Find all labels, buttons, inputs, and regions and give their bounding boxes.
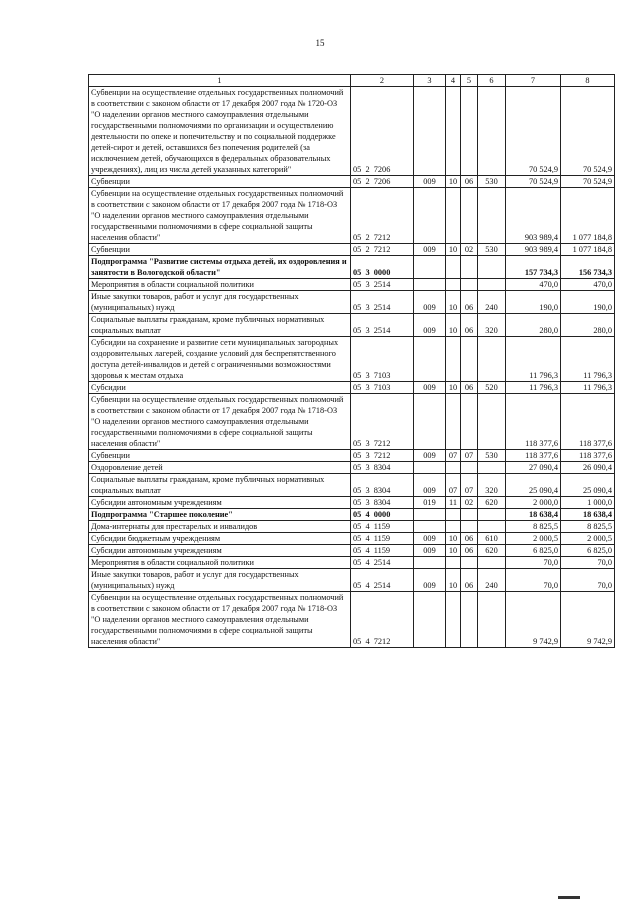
subsection-code: 07 (461, 450, 478, 462)
section-code: 10 (446, 533, 461, 545)
subsection-code: 02 (461, 497, 478, 509)
amount-year-2: 470,0 (561, 279, 615, 291)
subsection-code (461, 521, 478, 533)
subsection-code (461, 462, 478, 474)
ministry-code: 009 (414, 244, 446, 256)
amount-year-1: 11 796,3 (506, 337, 561, 382)
row-name: Субвенции (89, 176, 351, 188)
expense-type-code: 320 (478, 314, 506, 337)
amount-year-1: 70 524,9 (506, 176, 561, 188)
expense-type-code (478, 509, 506, 521)
subsection-code: 07 (461, 474, 478, 497)
column-header-6: 6 (478, 75, 506, 87)
amount-year-1: 2 000,5 (506, 533, 561, 545)
row-name: Субвенции на осуществление отдельных государственных полномочий в соответствии с законом области от 17 декабря 2007 года № 1720-ОЗ "О наделении органов местного самоуправления отдельными государственными полномочиями по организации и осуществлению деятельности по опеке и попечительству и по социальной поддержке детей-сирот и детей, оставшихся без попечения родителей (за исключением детей, обучающихся в федеральных образовательных учреждениях), лиц из числа детей указанных категорий" (89, 87, 351, 176)
scan-mark (558, 896, 580, 899)
amount-year-2: 25 090,4 (561, 474, 615, 497)
amount-year-2: 118 377,6 (561, 394, 615, 450)
ministry-code (414, 87, 446, 176)
amount-year-1: 190,0 (506, 291, 561, 314)
table-body (89, 87, 615, 648)
ministry-code: 009 (414, 314, 446, 337)
section-code: 07 (446, 450, 461, 462)
subsection-code (461, 87, 478, 176)
target-article-code: 05 4 1159 (351, 533, 414, 545)
section-code (446, 592, 461, 648)
section-code (446, 256, 461, 279)
ministry-code: 009 (414, 569, 446, 592)
target-article-code: 05 4 7212 (351, 592, 414, 648)
expense-type-code: 240 (478, 291, 506, 314)
section-code: 10 (446, 314, 461, 337)
section-code (446, 188, 461, 244)
amount-year-1: 2 000,0 (506, 497, 561, 509)
section-code: 10 (446, 176, 461, 188)
amount-year-2: 118 377,6 (561, 450, 615, 462)
amount-year-2: 1 000,0 (561, 497, 615, 509)
table-row (89, 450, 615, 462)
target-article-code: 05 2 7206 (351, 176, 414, 188)
expense-type-code: 320 (478, 474, 506, 497)
table-row (89, 279, 615, 291)
amount-year-1: 18 638,4 (506, 509, 561, 521)
amount-year-2: 70,0 (561, 569, 615, 592)
table-row (89, 382, 615, 394)
amount-year-1: 70 524,9 (506, 87, 561, 176)
subsection-code: 06 (461, 291, 478, 314)
subsection-code (461, 592, 478, 648)
row-name: Подпрограмма "Развитие системы отдыха детей, их оздоровления и занятости в Вологодской области" (89, 256, 351, 279)
amount-year-2: 70 524,9 (561, 176, 615, 188)
amount-year-2: 11 796,3 (561, 337, 615, 382)
row-name: Субвенции на осуществление отдельных государственных полномочий в соответствии с законом области от 17 декабря 2007 года № 1718-ОЗ "О наделении органов местного самоуправления отдельными государственными полномочиями в сфере социальной защиты населения области" (89, 188, 351, 244)
expense-type-code: 610 (478, 533, 506, 545)
amount-year-2: 190,0 (561, 291, 615, 314)
column-header-5: 5 (461, 75, 478, 87)
table-row (89, 314, 615, 337)
section-code: 10 (446, 382, 461, 394)
amount-year-1: 118 377,6 (506, 394, 561, 450)
amount-year-2: 280,0 (561, 314, 615, 337)
subsection-code: 06 (461, 382, 478, 394)
row-name: Дома-интернаты для престарелых и инвалидов (89, 521, 351, 533)
target-article-code: 05 4 2514 (351, 557, 414, 569)
table-row (89, 497, 615, 509)
subsection-code (461, 188, 478, 244)
expense-type-code (478, 256, 506, 279)
section-code (446, 462, 461, 474)
section-code (446, 521, 461, 533)
table-row (89, 545, 615, 557)
ministry-code (414, 256, 446, 279)
subsection-code: 06 (461, 545, 478, 557)
ministry-code (414, 557, 446, 569)
ministry-code (414, 462, 446, 474)
table-row (89, 188, 615, 244)
section-code: 10 (446, 291, 461, 314)
row-name: Субсидии на сохранение и развитие сети муниципальных загородных оздоровительных лагерей, создание условий для беспрепятственного доступа детей-инвалидов и детей с ограниченными возможностями здоровья к местам отдыха (89, 337, 351, 382)
section-code: 10 (446, 569, 461, 592)
amount-year-1: 9 742,9 (506, 592, 561, 648)
target-article-code: 05 3 7212 (351, 450, 414, 462)
section-code (446, 509, 461, 521)
column-header-7: 7 (506, 75, 561, 87)
ministry-code (414, 592, 446, 648)
target-article-code: 05 3 2514 (351, 279, 414, 291)
row-name: Социальные выплаты гражданам, кроме публичных нормативных социальных выплат (89, 314, 351, 337)
amount-year-1: 903 989,4 (506, 188, 561, 244)
subsection-code: 06 (461, 176, 478, 188)
amount-year-2: 2 000,5 (561, 533, 615, 545)
expense-type-code (478, 592, 506, 648)
budget-table (88, 74, 615, 648)
column-header-8: 8 (561, 75, 615, 87)
subsection-code (461, 279, 478, 291)
table-row (89, 462, 615, 474)
ministry-code (414, 188, 446, 244)
target-article-code: 05 3 8304 (351, 462, 414, 474)
row-name: Мероприятия в области социальной политики (89, 557, 351, 569)
section-code (446, 87, 461, 176)
section-code: 07 (446, 474, 461, 497)
expense-type-code: 620 (478, 497, 506, 509)
expense-type-code (478, 394, 506, 450)
subsection-code: 06 (461, 314, 478, 337)
row-name: Иные закупки товаров, работ и услуг для государственных (муниципальных) нужд (89, 569, 351, 592)
table-row (89, 337, 615, 382)
table-row (89, 176, 615, 188)
amount-year-1: 280,0 (506, 314, 561, 337)
column-header-2: 2 (351, 75, 414, 87)
amount-year-1: 25 090,4 (506, 474, 561, 497)
expense-type-code: 620 (478, 545, 506, 557)
table-row (89, 291, 615, 314)
column-header-4: 4 (446, 75, 461, 87)
ministry-code: 009 (414, 382, 446, 394)
row-name: Субвенции на осуществление отдельных государственных полномочий в соответствии с законом области от 17 декабря 2007 года № 1718-ОЗ "О наделении органов местного самоуправления отдельными государственными полномочиями в сфере социальной защиты населения области" (89, 592, 351, 648)
amount-year-1: 70,0 (506, 569, 561, 592)
row-name: Субсидии бюджетным учреждениям (89, 533, 351, 545)
target-article-code: 05 4 1159 (351, 521, 414, 533)
subsection-code (461, 394, 478, 450)
row-name: Субсидии автономным учреждениям (89, 545, 351, 557)
subsection-code (461, 256, 478, 279)
amount-year-1: 6 825,0 (506, 545, 561, 557)
section-code: 10 (446, 545, 461, 557)
ministry-code: 009 (414, 450, 446, 462)
expense-type-code (478, 557, 506, 569)
table-row (89, 244, 615, 256)
table-row (89, 557, 615, 569)
ministry-code: 009 (414, 533, 446, 545)
amount-year-2: 1 077 184,8 (561, 188, 615, 244)
amount-year-2: 18 638,4 (561, 509, 615, 521)
target-article-code: 05 3 2514 (351, 291, 414, 314)
target-article-code: 05 3 2514 (351, 314, 414, 337)
table-row (89, 256, 615, 279)
subsection-code: 06 (461, 569, 478, 592)
target-article-code: 05 3 7212 (351, 394, 414, 450)
amount-year-2: 26 090,4 (561, 462, 615, 474)
amount-year-1: 157 734,3 (506, 256, 561, 279)
row-name: Мероприятия в области социальной политики (89, 279, 351, 291)
row-name: Субвенции на осуществление отдельных государственных полномочий в соответствии с законом области от 17 декабря 2007 года № 1718-ОЗ "О наделении органов местного самоуправления отдельными государственными полномочиями в сфере социальной защиты населения области" (89, 394, 351, 450)
section-code (446, 394, 461, 450)
ministry-code (414, 337, 446, 382)
page-number: 15 (315, 38, 325, 48)
section-code: 10 (446, 244, 461, 256)
row-name: Подпрограмма "Старшее поколение" (89, 509, 351, 521)
subsection-code (461, 337, 478, 382)
ministry-code (414, 394, 446, 450)
amount-year-2: 6 825,0 (561, 545, 615, 557)
column-header-1: 1 (89, 75, 351, 87)
amount-year-1: 118 377,6 (506, 450, 561, 462)
ministry-code: 009 (414, 474, 446, 497)
amount-year-1: 70,0 (506, 557, 561, 569)
amount-year-2: 8 825,5 (561, 521, 615, 533)
amount-year-1: 903 989,4 (506, 244, 561, 256)
ministry-code: 009 (414, 545, 446, 557)
table-row (89, 569, 615, 592)
amount-year-2: 11 796,3 (561, 382, 615, 394)
row-name: Субвенции (89, 450, 351, 462)
expense-type-code: 530 (478, 450, 506, 462)
target-article-code: 05 3 0000 (351, 256, 414, 279)
ministry-code: 009 (414, 291, 446, 314)
table-row (89, 533, 615, 545)
expense-type-code: 530 (478, 244, 506, 256)
table-row (89, 474, 615, 497)
row-name: Социальные выплаты гражданам, кроме публичных нормативных социальных выплат (89, 474, 351, 497)
table-row (89, 87, 615, 176)
section-code (446, 337, 461, 382)
expense-type-code (478, 188, 506, 244)
expense-type-code: 530 (478, 176, 506, 188)
expense-type-code (478, 462, 506, 474)
table-row (89, 394, 615, 450)
amount-year-2: 70 524,9 (561, 87, 615, 176)
target-article-code: 05 2 7206 (351, 87, 414, 176)
target-article-code: 05 4 0000 (351, 509, 414, 521)
amount-year-1: 27 090,4 (506, 462, 561, 474)
ministry-code: 009 (414, 176, 446, 188)
subsection-code (461, 509, 478, 521)
target-article-code: 05 3 8304 (351, 474, 414, 497)
expense-type-code: 240 (478, 569, 506, 592)
row-name: Субсидии (89, 382, 351, 394)
target-article-code: 05 2 7212 (351, 188, 414, 244)
amount-year-1: 470,0 (506, 279, 561, 291)
row-name: Оздоровление детей (89, 462, 351, 474)
amount-year-2: 9 742,9 (561, 592, 615, 648)
table-row (89, 592, 615, 648)
expense-type-code: 520 (478, 382, 506, 394)
expense-type-code (478, 87, 506, 176)
table-row (89, 521, 615, 533)
amount-year-2: 1 077 184,8 (561, 244, 615, 256)
target-article-code: 05 4 1159 (351, 545, 414, 557)
table-header-row (89, 75, 615, 87)
table-row (89, 509, 615, 521)
expense-type-code (478, 521, 506, 533)
target-article-code: 05 4 2514 (351, 569, 414, 592)
subsection-code (461, 557, 478, 569)
row-name: Субвенции (89, 244, 351, 256)
ministry-code (414, 509, 446, 521)
amount-year-1: 8 825,5 (506, 521, 561, 533)
target-article-code: 05 3 7103 (351, 337, 414, 382)
subsection-code: 02 (461, 244, 478, 256)
section-code (446, 557, 461, 569)
amount-year-2: 156 734,3 (561, 256, 615, 279)
target-article-code: 05 2 7212 (351, 244, 414, 256)
row-name: Иные закупки товаров, работ и услуг для государственных (муниципальных) нужд (89, 291, 351, 314)
column-header-3: 3 (414, 75, 446, 87)
expense-type-code (478, 279, 506, 291)
row-name: Субсидии автономным учреждениям (89, 497, 351, 509)
subsection-code: 06 (461, 533, 478, 545)
ministry-code (414, 279, 446, 291)
amount-year-1: 11 796,3 (506, 382, 561, 394)
ministry-code: 019 (414, 497, 446, 509)
target-article-code: 05 3 7103 (351, 382, 414, 394)
expense-type-code (478, 337, 506, 382)
ministry-code (414, 521, 446, 533)
amount-year-2: 70,0 (561, 557, 615, 569)
section-code: 11 (446, 497, 461, 509)
target-article-code: 05 3 8304 (351, 497, 414, 509)
section-code (446, 279, 461, 291)
